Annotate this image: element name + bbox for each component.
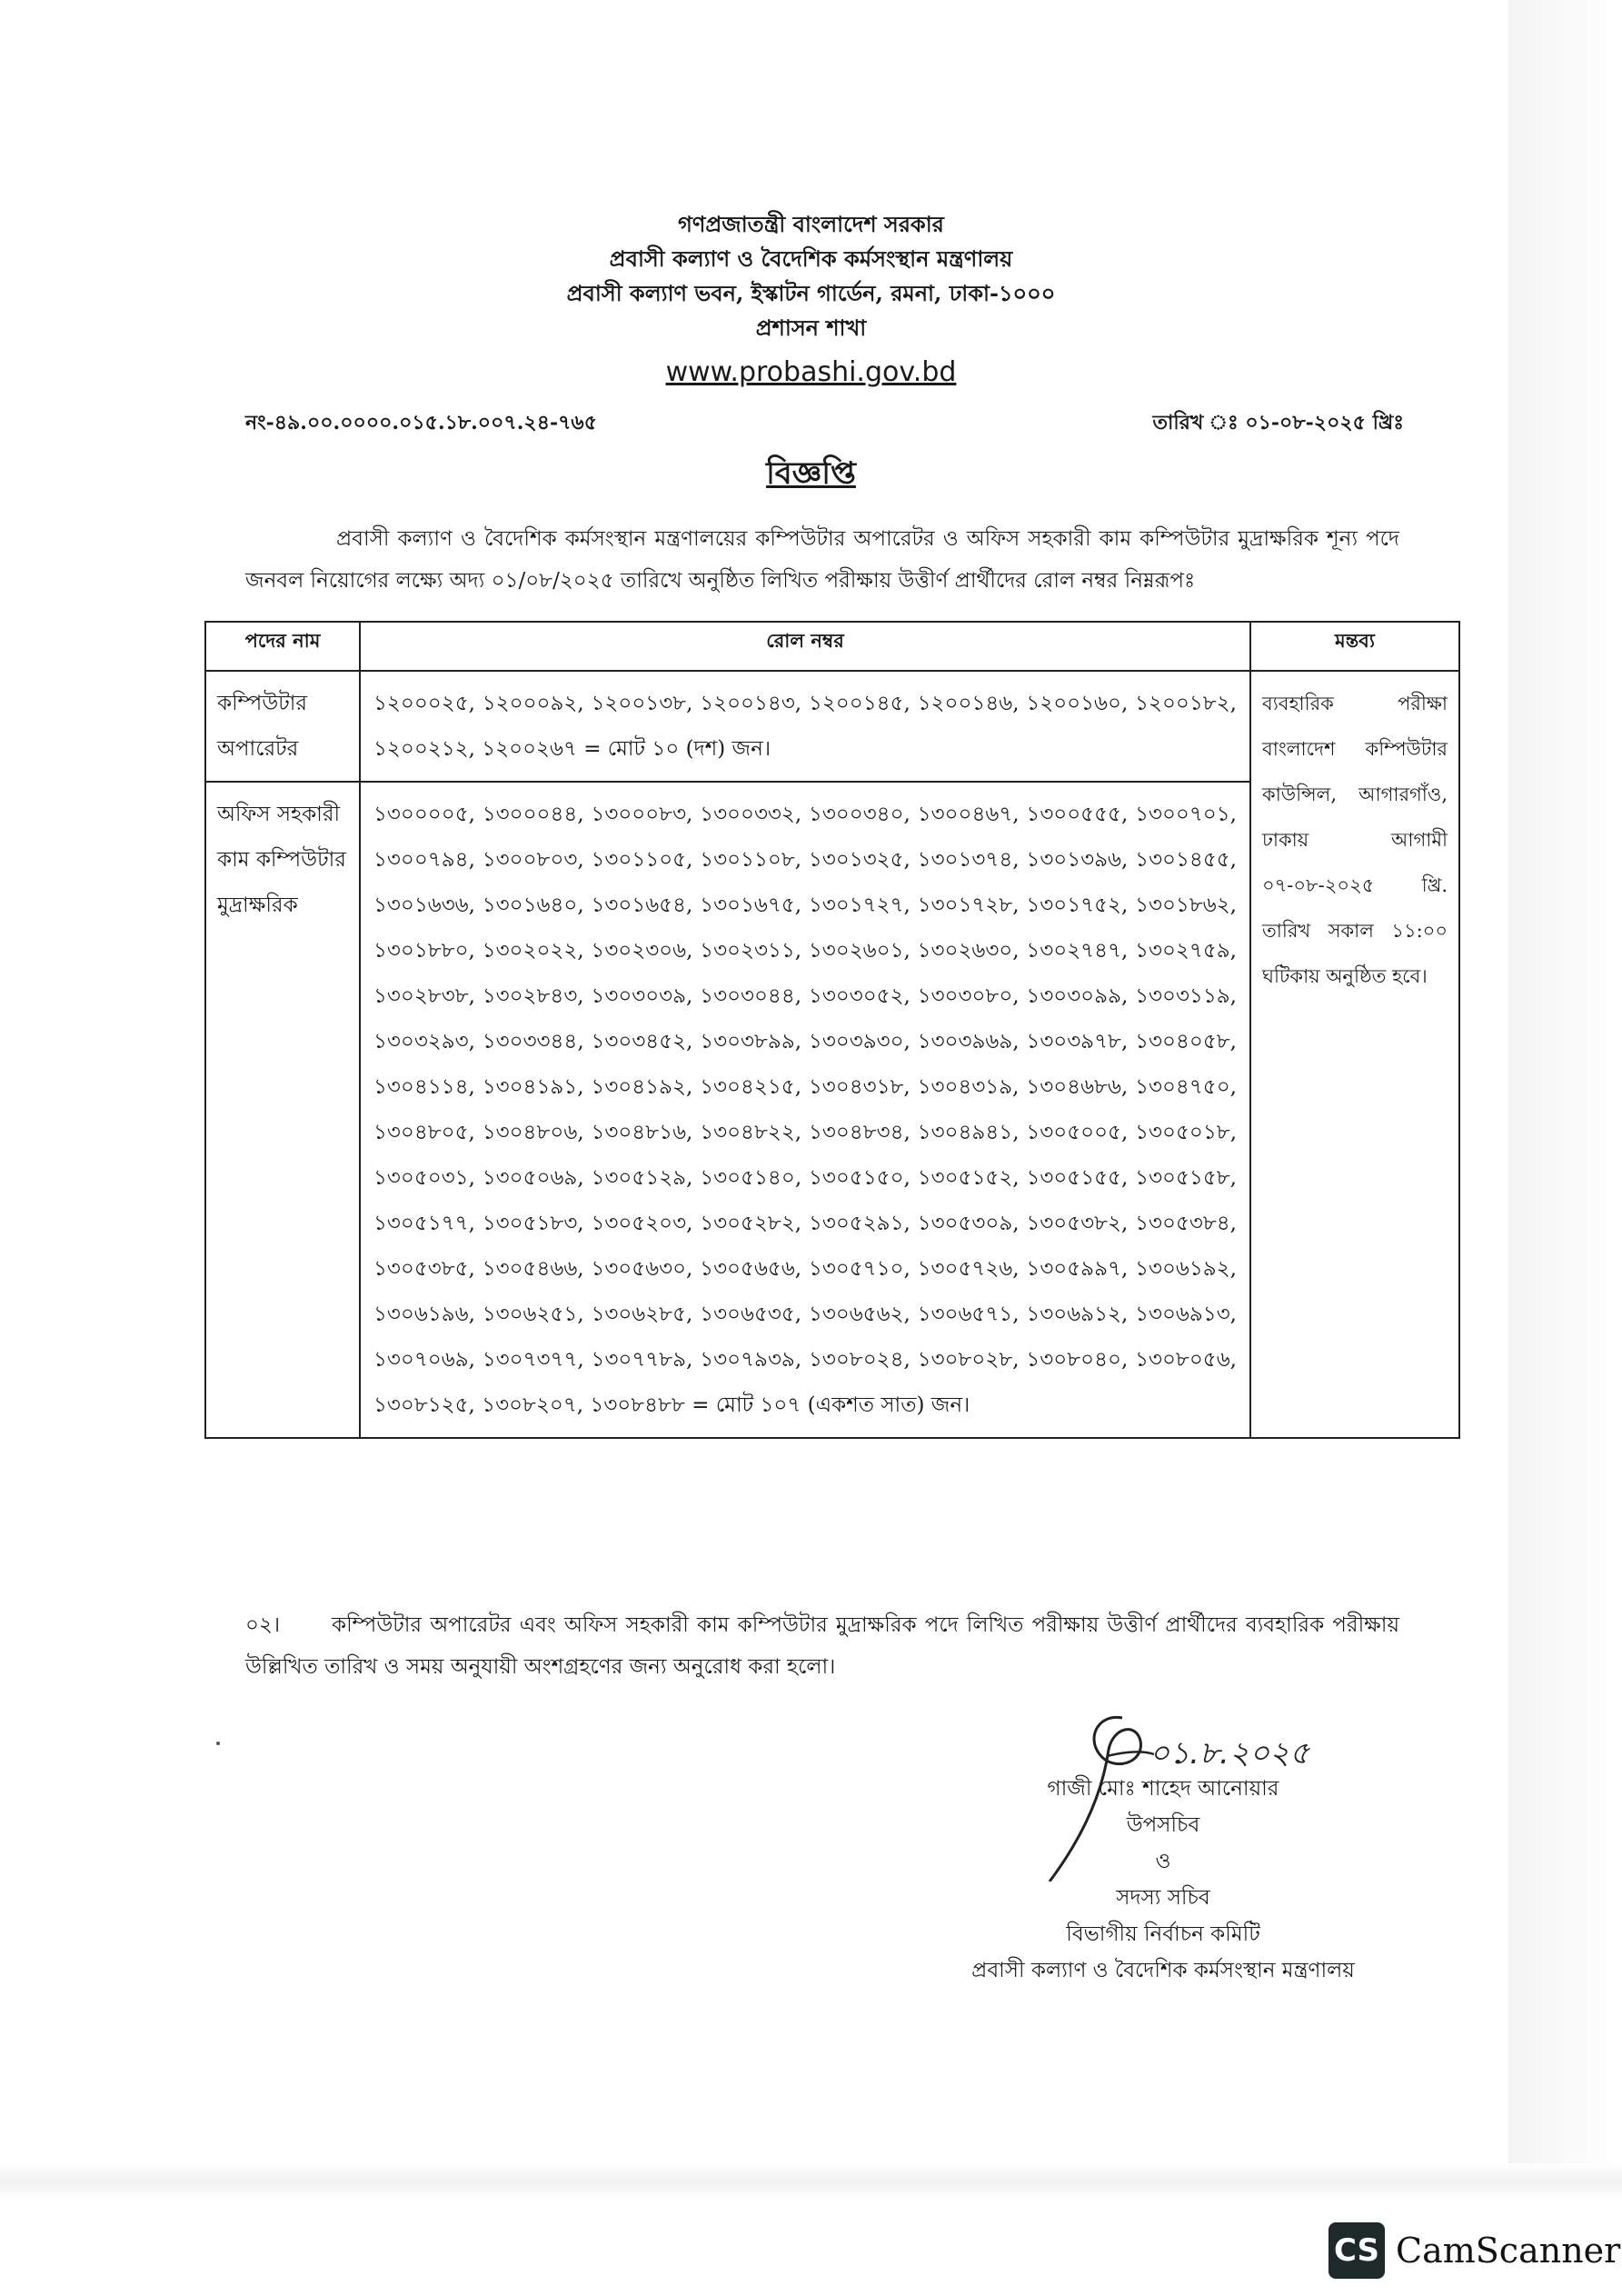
signature-date: ০১.৮.২০২৫ (1149, 1735, 1310, 1772)
memo-number: নং-৪৯.০০.০০০০.০১৫.১৮.০০৭.২৪-৭৬৫ (245, 411, 597, 434)
signer-ministry: প্রবাসী কল্যাণ ও বৈদেশিক কর্মসংস্থান মন্ত্রণালয় (971, 1959, 1355, 1982)
committee-name: বিভাগীয় নির্বাচন কমিটি (1066, 1922, 1260, 1946)
table-row (205, 671, 1459, 782)
website-link[interactable]: www.probashi.gov.bd (665, 356, 957, 388)
office-address: প্রবাসী কল্যাণ ভবন, ইস্কাটন গার্ডেন, রমনা, ঢাকা-১০০০ (566, 280, 1056, 306)
header-rolls: রোল নম্বর (360, 622, 1250, 671)
post-name: অফিস সহকারী কাম কম্পিউটার মুদ্রাক্ষরিক (205, 782, 360, 1438)
camscanner-watermark (1328, 2222, 1620, 2279)
issue-date: তারিখ ঃ ০১-০৮-২০২৫ খ্রিঃ (1152, 411, 1404, 434)
intro-paragraph: প্রবাসী কল্যাণ ও বৈদেশিক কর্মসংস্থান মন্ত্রণালয়ের কম্পিউটার অপারেটর ও অফিস সহকারী কাম কম্পিউটার মুদ্রাক্ষরিক শূন্য পদে জনবল নিয়োগের লক্ষ্যে অদ্য ০১/০৮/২০২৫ তারিখে অনুষ্ঠিত লিখিত পরীক্ষায় উত্তীর্ণ প্রার্থীদের রোল নম্বর নিম্নরূপঃ (245, 527, 1399, 593)
paragraph-text: কম্পিউটার অপারেটর এবং অফিস সহকারী কাম কম্পিউটার মুদ্রাক্ষরিক পদে লিখিত পরীক্ষায় উত্তীর্ণ প্রার্থীদের ব্যবহারিক পরীক্ষায় উল্লিখিত তারিখ ও সময় অনুযায়ী অংশগ্রহণের জন্য অনুরোধ করা হলো। (245, 1613, 1399, 1679)
ministry-name: প্রবাসী কল্যাণ ও বৈদেশিক কর্মসংস্থান মন্ত্রণালয় (609, 245, 1013, 272)
camscanner-logo: CS (1328, 2222, 1385, 2279)
paragraph-number: ০২। (245, 1613, 281, 1637)
post-name: কম্পিউটার অপারেটর (205, 671, 360, 782)
result-table (204, 621, 1460, 1439)
signer-designation: উপসচিব (1126, 1813, 1200, 1837)
roll-numbers: ১৩০০০০৫, ১৩০০০৪৪, ১৩০০০৮৩, ১৩০০৩৩২, ১৩০০৩৪০, ১৩০০৪৬৭, ১৩০০৫৫৫, ১৩০০৭০১, ১৩০০৭৯৪, ১৩০০৮০৩, ১৩০১১০৫, ১৩০১১০৮, ১৩০১৩২৫, ১৩০১৩৭৪, ১৩০১৩৯৬, ১৩০১৪৫৫, ১৩০১৬৩৬, ১৩০১৬৪০, ১৩০১৬৫৪, ১৩০১৬৭৫, ১৩০১৭২৭, ১৩০১৭২৮, ১৩০১৭৫২, ১৩০১৮৬২, ১৩০১৮৮০, ১৩০২০২২, ১৩০২৩০৬, ১৩০২৩১১, ১৩০২৬০১, ১৩০২৬৩০, ১৩০২৭৪৭, ১৩০২৭৫৯, ১৩০২৮৩৮, ১৩০২৮৪৩, ১৩০৩০৩৯, ১৩০৩০৪৪, ১৩০৩০৫২, ১৩০৩০৮০, ১৩০৩০৯৯, ১৩০৩১১৯, ১৩০৩২৯৩, ১৩০৩৩৪৪, ১৩০৩৪৫২, ১৩০৩৮৯৯, ১৩০৩৯৩০, ১৩০৩৯৬৯, ১৩০৩৯৭৮, ১৩০৪০৫৮, ১৩০৪১১৪, ১৩০৪১৯১, ১৩০৪১৯২, ১৩০৪২১৫, ১৩০৪৩১৮, ১৩০৪৩১৯, ১৩০৪৬৮৬, ১৩০৪৭৫০, ১৩০৪৮০৫, ১৩০৪৮০৬, ১৩০৪৮১৬, ১৩০৪৮২২, ১৩০৪৮৩৪, ১৩০৪৯৪১, ১৩০৫০০৫, ১৩০৫০১৮, ১৩০৫০৩১, ১৩০৫০৬৯, ১৩০৫১২৯, ১৩০৫১৪০, ১৩০৫১৫০, ১৩০৫১৫২, ১৩০৫১৫৫, ১৩০৫১৫৮, ১৩০৫১৭৭, ১৩০৫১৮৩, ১৩০৫২০৩, ১৩০৫২৮২, ১৩০৫২৯১, ১৩০৫৩০৯, ১৩০৫৩৮২, ১৩০৫৩৮৪, ১৩০৫৩৮৫, ১৩০৫৪৬৬, ১৩০৫৬৩০, ১৩০৫৬৫৬, ১৩০৫৭১০, ১৩০৫৭২৬, ১৩০৫৯৯৭, ১৩০৬১৯২, ১৩০৬১৯৬, ১৩০৬২৫১, ১৩০৬২৮৫, ১৩০৬৫৩৫, ১৩০৬৫৬২, ১৩০৬৫৭১, ১৩০৬৯১২, ১৩০৬৯১৩, ১৩০৭০৬৯, ১৩০৭৩৭৭, ১৩০৭৭৮৯, ১৩০৭৯৩৯, ১৩০৮০২৪, ১৩০৮০২৮, ১৩০৮০৪০, ১৩০৮০৫৬, ১৩০৮১২৫, ১৩০৮২০৭, ১৩০৮৪৮৮ = মোট ১০৭ (একশত সাত) জন। (360, 782, 1250, 1438)
signature-block (963, 1771, 1363, 1989)
header-remark: মন্তব্য (1250, 622, 1459, 671)
branch-name: প্রশাসন শাখা (755, 314, 867, 341)
scan-page-shadow (0, 2163, 1622, 2200)
signer-name: গাজী মোঃ শাহেদ আনোয়ার (1047, 1777, 1279, 1801)
remark-cell: ব্যবহারিক পরীক্ষা বাংলাদেশ কম্পিউটার কাউন্সিল, আগারগাঁও, ঢাকায় আগামী ০৭-০৮-২০২৫ খ্রি. তারিখ সকাল ১১:০০ ঘটিকায় অনুষ্ঠিত হবে। (1250, 671, 1459, 1438)
header-post: পদের নাম (205, 622, 360, 671)
notice-title: বিজ্ঞপ্তি (766, 455, 856, 492)
roll-numbers: ১২০০০২৫, ১২০০০৯২, ১২০০১৩৮, ১২০০১৪৩, ১২০০১৪৫, ১২০০১৪৬, ১২০০১৬০, ১২০০১৮২, ১২০০২১২, ১২০০২৬৭ = মোট ১০ (দশ) জন। (360, 671, 1250, 782)
table-header-row (205, 622, 1459, 671)
govt-name: গণপ্রজাতন্ত্রী বাংলাদেশ সরকার (678, 211, 944, 237)
camscanner-label: CamScanner (1396, 2231, 1621, 2271)
instruction-paragraph (245, 1604, 1399, 1688)
signer-role: সদস্য সচিব (1116, 1886, 1210, 1910)
scan-speck (216, 1742, 220, 1745)
letterhead (0, 207, 1622, 391)
signer-and: ও (1155, 1850, 1171, 1873)
